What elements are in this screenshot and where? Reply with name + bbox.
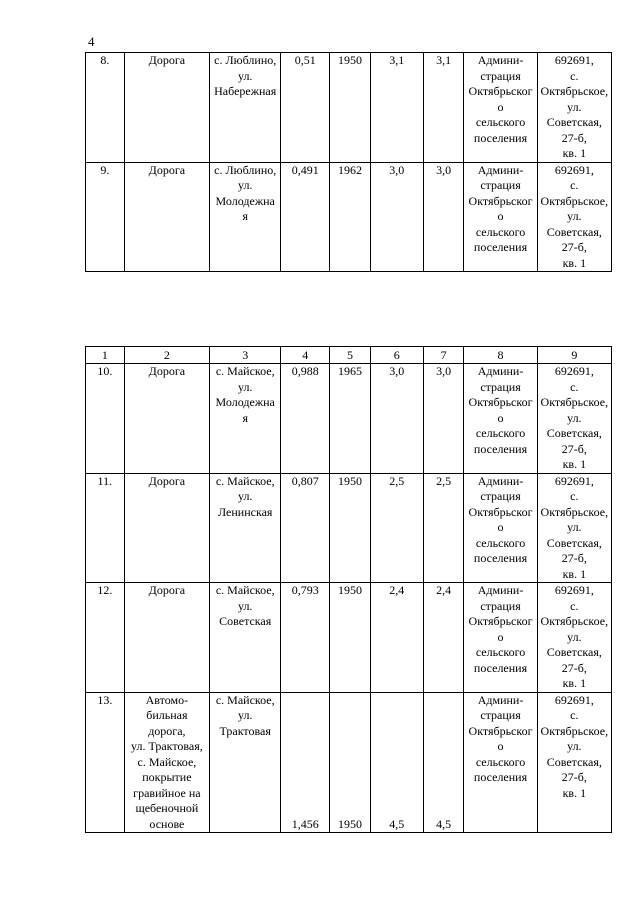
area-cell: 2,5 — [423, 473, 464, 583]
area-cell: 3,0 — [370, 162, 423, 272]
length-cell: 0,807 — [281, 473, 330, 583]
column-header: 6 — [370, 347, 423, 364]
year-cell — [330, 692, 371, 833]
area-cell: 3,1 — [370, 53, 423, 163]
cell-value: 1950 — [337, 816, 362, 831]
area-cell: 2,5 — [370, 473, 423, 583]
roads-table — [85, 346, 612, 833]
column-number-header-row — [86, 347, 612, 364]
column-header: 2 — [124, 347, 209, 364]
row-number-cell: 12. — [86, 583, 125, 693]
cell-value: 1,456 — [291, 816, 319, 831]
owner-cell: Админи- страция Октябрьског о сельского поселения — [464, 692, 537, 833]
column-header: 9 — [537, 347, 611, 364]
area-cell — [370, 692, 423, 833]
object-name-cell: Автомо- бильная дорога, ул. Трактовая, с. Майское, покрытие гравийное на щебеночной основе — [124, 692, 209, 833]
object-name-cell: Дорога — [124, 162, 209, 272]
year-cell: 1950 — [330, 473, 371, 583]
year-cell: 1950 — [330, 53, 371, 163]
area-cell: 3,0 — [423, 364, 464, 474]
length-cell: 0,491 — [281, 162, 330, 272]
owner-cell: Админи- страция Октябрьског о сельского поселения — [464, 583, 537, 693]
address-cell: 692691, с. Октябрьское, ул. Советская, 27-б, кв. 1 — [537, 53, 611, 163]
location-cell: с. Люблино, ул. Набережная — [210, 53, 281, 163]
cell-value: 4,5 — [436, 816, 452, 831]
table-row — [86, 53, 612, 163]
cell-value: 4,5 — [389, 816, 405, 831]
address-cell: 692691, с. Октябрьское, ул. Советская, 27-б, кв. 1 — [537, 473, 611, 583]
column-header: 1 — [86, 347, 125, 364]
length-cell — [281, 692, 330, 833]
column-header: 5 — [330, 347, 371, 364]
location-cell: с. Майское, ул. Советская — [210, 583, 281, 693]
row-number-cell: 13. — [86, 692, 125, 833]
object-name-cell: Дорога — [124, 53, 209, 163]
owner-cell: Админи- страция Октябрьског о сельского поселения — [464, 473, 537, 583]
area-cell — [423, 692, 464, 833]
column-header: 3 — [210, 347, 281, 364]
area-cell: 3,0 — [423, 162, 464, 272]
column-header: 4 — [281, 347, 330, 364]
address-cell: 692691, с. Октябрьское, ул. Советская, 27-б, кв. 1 — [537, 692, 611, 833]
row-number-cell: 11. — [86, 473, 125, 583]
length-cell: 0,51 — [281, 53, 330, 163]
location-cell: с. Майское, ул. Трактовая — [210, 692, 281, 833]
table-row — [86, 473, 612, 583]
owner-cell: Админи- страция Октябрьског о сельского поселения — [464, 364, 537, 474]
row-number-cell: 8. — [86, 53, 125, 163]
column-header: 7 — [423, 347, 464, 364]
table-row — [86, 692, 612, 833]
address-cell: 692691, с. Октябрьское, ул. Советская, 27-б, кв. 1 — [537, 162, 611, 272]
object-name-cell: Дорога — [124, 364, 209, 474]
area-cell: 2,4 — [370, 583, 423, 693]
roads-table-continued — [85, 52, 612, 272]
object-name-cell: Дорога — [124, 473, 209, 583]
location-cell: с. Майское, ул. Молодежна я — [210, 364, 281, 474]
table-row — [86, 583, 612, 693]
column-header: 8 — [464, 347, 537, 364]
row-number-cell: 9. — [86, 162, 125, 272]
length-cell: 0,988 — [281, 364, 330, 474]
year-cell: 1962 — [330, 162, 371, 272]
length-cell: 0,793 — [281, 583, 330, 693]
row-number-cell: 10. — [86, 364, 125, 474]
location-cell: с. Майское, ул. Ленинская — [210, 473, 281, 583]
owner-cell: Админи- страция Октябрьског о сельского поселения — [464, 53, 537, 163]
area-cell: 3,0 — [370, 364, 423, 474]
address-cell: 692691, с. Октябрьское, ул. Советская, 27-б, кв. 1 — [537, 583, 611, 693]
address-cell: 692691, с. Октябрьское, ул. Советская, 27-б, кв. 1 — [537, 364, 611, 474]
object-name-cell: Дорога — [124, 583, 209, 693]
table-row — [86, 364, 612, 474]
area-cell: 3,1 — [423, 53, 464, 163]
year-cell: 1965 — [330, 364, 371, 474]
table-row — [86, 162, 612, 272]
page-number: 4 — [88, 34, 95, 49]
year-cell: 1950 — [330, 583, 371, 693]
location-cell: с. Люблино, ул. Молодежна я — [210, 162, 281, 272]
owner-cell: Админи- страция Октябрьског о сельского поселения — [464, 162, 537, 272]
area-cell: 2,4 — [423, 583, 464, 693]
